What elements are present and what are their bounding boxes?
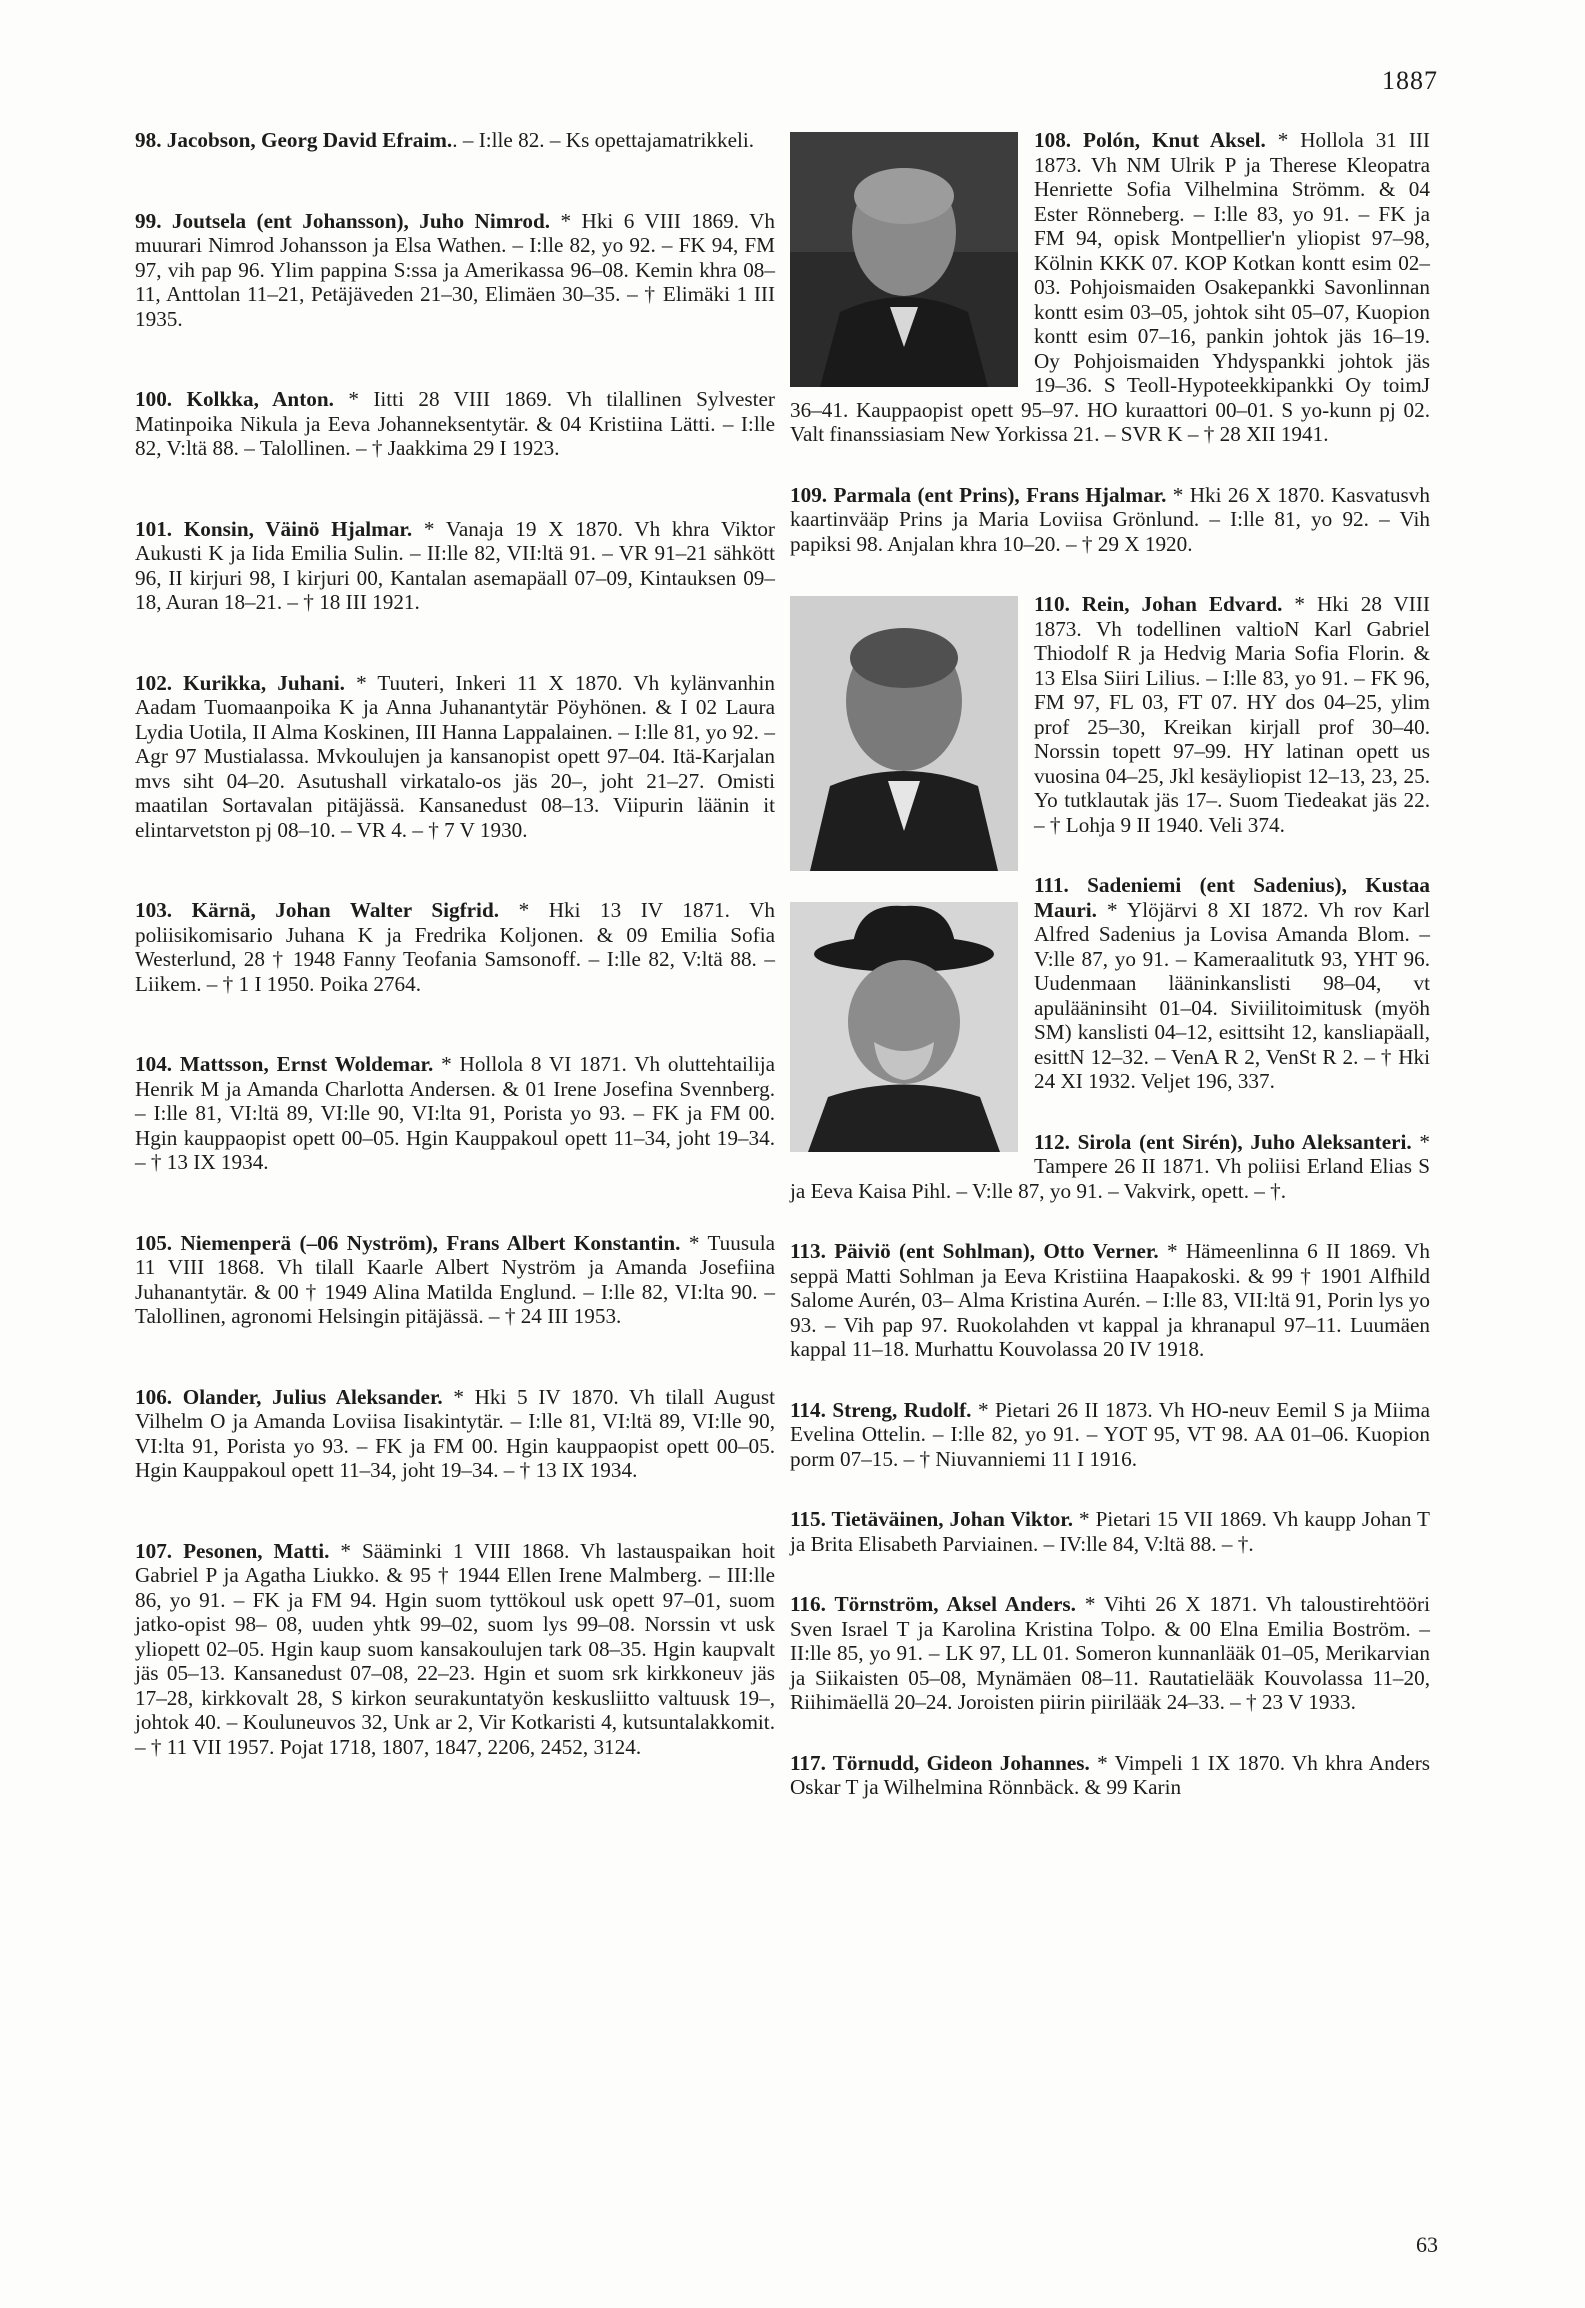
portrait-photo-icon [790, 902, 1018, 1152]
entry-102 [135, 671, 775, 843]
entry-100 [135, 387, 775, 461]
entry-105 [135, 1231, 775, 1329]
entry-body: * Hämeenlinna 6 II 1869. Vh seppä Matti Sohlman ja Eeva Kristiina Haapakoski. & 99 † 1901 Alfhild Salome Aurén, 03– Alma Kristina Aurén. – I:lle 83, VII:ltä 91, Porin lys yo 93. – Vih pap 97. Ruokolahden vt kappal ja khranapul 97–11. Luumäen kappal 11–18. Murhattu Kouvolassa 20 IV 1918. [790, 1239, 1430, 1361]
entry-heading: 103. Kärnä, Johan Walter Sigfrid. [135, 898, 500, 922]
entry-heading: 102. Kurikka, Juhani. [135, 670, 345, 695]
entry-heading: 108. Polón, Knut Aksel. [1034, 128, 1266, 152]
entry-106 [135, 1385, 775, 1483]
portrait-photo-rein [790, 596, 1018, 871]
entry-body: . – I:lle 82. – Ks opettajamatrikkeli. [452, 128, 755, 152]
entry-body: * Vimpeli 1 IX 1870. Vh khra Anders Oskar T ja Wilhelmina Rönnbäck. & 99 Karin [790, 1750, 1430, 1799]
entry-body: * Hki 26 X 1870. Kasvatusvh kaartinvääp Prins ja Maria Loviisa Grönlund. – I:lle 81, yo 92. – Vih papiksi 98. Anjalan khra 10–20. – † 29 X 1920. [790, 482, 1430, 556]
entry-body: * Vanaja 19 X 1870. Vh khra Viktor Aukusti K ja Iida Emilia Sulin. – II:lle 82, VII:ltä 91. – VR 91–21 sähkött 96, II kirjuri 98, I kirjuri 00, Kantalan asemapäall 07–09, Kintauksen 09–18, Auran 18–21. – † 18 III 1921. [135, 516, 775, 614]
entry-108 [790, 128, 1430, 447]
entry-heading: 117. Törnudd, Gideon Johannes. [790, 1750, 1090, 1775]
entry-heading: 112. Sirola (ent Sirén), Juho Aleksanteri. [1034, 1129, 1412, 1154]
entry-heading: 100. Kolkka, Anton. [135, 387, 334, 411]
portrait-photo-icon [790, 132, 1018, 387]
right-column [790, 128, 1430, 1800]
entry-body: * Sääminki 1 VIII 1868. Vh lastauspaikan hoit Gabriel P ja Agatha Liukko. & 95 † 1944 Ellen Irene Malmberg. – III:lle 86, yo 91. – FK ja FM 94. Hgin suom tyttökoul usk opett 97–01, suom jatko-opist 98– 08, uuden yhtk 99–02, suom lys 99–08. Norssin vt usk yliopett 02–05. Hgin kaup suom kansakoulujen tark 08–35. Hgin kaupvalt jäs 05–13. Kansanedust 07–08, 22–23. Hgin et suom srk kirkkoneuv jäs 17–28, kirkkovalt 28, S kirkon seurakuntatyön keskusliitto valtuusk 19–, johtok 40. – Kouluneuvos 32, Unk ar 2, Vir Kotkaristi 4, kutsuntalakkomit. – † 11 VII 1957. Pojat 1718, 1807, 1847, 2206, 2452, 3124. [135, 1538, 775, 1759]
entry-heading: 99. Joutsela (ent Johansson), Juho Nimrod. [135, 208, 551, 233]
entry-body: * Iitti 28 VIII 1869. Vh tilallinen Sylvester Matinpoika Nikula ja Eeva Johanneksentytär. & 04 Kristiina Lätti. – I:lle 82, V:ltä 88. – Talollinen. – † Jaakkima 29 I 1923. [135, 387, 775, 460]
entry-body: * Hollola 8 VI 1871. Vh oluttehtailija Henrik M ja Amanda Charlotta Andersen. & 01 Irene Josefina Svennberg. – I:lle 81, VI:ltä 89, VI:lle 90, VI:lta 91, Porista yo 93. – FK ja FM 00. Hgin kauppaopist opett 00–05. Hgin Kauppakoul opett 11–34, joht 19–34. – † 13 IX 1934. [135, 1052, 775, 1174]
entry-body: * Hki 6 VIII 1869. Vh muurari Nimrod Johansson ja Elsa Wathen. – I:lle 82, yo 92. – FK 94, FM 97, vih pap 96. Ylim pappina S:ssa ja Amerikassa 96–08. Kemin khra 08–11, Anttolan 11–21, Petäjäveden 21–30, Elimäen 30–35. – † Elimäki 1 III 1935. [135, 208, 775, 331]
entry-103 [135, 898, 775, 996]
entry-body: * Hki 28 VIII 1873. Vh todellinen valtioN Karl Gabriel Thiodolf R ja Hedvig Maria Sofia Florin. & 13 Elsa Siiri Lilius. – I:lle 83, yo 91. – FK 96, FM 97, FL 03, FT 07. HY dos 04–25, ylim prof 25–30, Kreikan kirjall prof 30–40. Norssin topett 97–99. HY latinan opett us vuosina 04–25, Jkl kesäyliopist 12–13, 23, 25. Yo tutklautak jäs 17–. Suom Tiedeakat jäs 22. – † Lohja 9 II 1940. Veli 374. [1034, 592, 1430, 837]
entry-body: * Hki 13 IV 1871. Vh poliisikomisario Juhana K ja Fredrika Koljonen. & 09 Emilia Sofia Westerlund, 28 † 1948 Fanny Teofania Samsonoff. – I:lle 82, V:ltä 88. – Liikem. – † 1 I 1950. Poika 2764. [135, 898, 775, 996]
entry-101 [135, 517, 775, 615]
entry-body: * Tuuteri, Inkeri 11 X 1870. Vh kylänvanhin Aadam Tuomaanpoika K ja Anna Juhanantytär Pöyhönen. & I 02 Laura Lydia Uotila, II Alma Koskinen, III Hanna Lappalainen. – I:lle 81, yo 92. – Agr 97 Mustialassa. Mvkoulujen ja kansanopist opett 97–04. Itä-Karjalan mvs siht 04–20. Asutushall virkatalo-os jäs 20–, joht 21–27. Omisti maatilan Sortavalan pitäjässä. Kansanedust 08–13. Viipurin läänin it elintarvetston pj 08–10. – VR 4. – † 7 V 1930. [135, 670, 775, 842]
entry-heading: 105. Niemenperä (–06 Nyström), Frans Albert Konstantin. [135, 1230, 681, 1255]
entry-body: * Vihti 26 X 1871. Vh taloustirehtööri Sven Israel T ja Karolina Kristina Tolpo. & 00 Elna Emilia Boström. – II:lle 85, yo 91. – LK 97, LL 01. Someron kunnanlääk 01–05, Merikarvian ja Siikaisten 05–08, Mynämäen 08–11. Rautatielääk Kouvolassa 11–20, Riihimäellä 20–24. Joroisten piirin piirilääk 24–33. – † 23 V 1933. [790, 1592, 1431, 1714]
entry-body: * Pietari 26 II 1873. Vh HO-neuv Eemil S ja Miima Evelina Ottelin. – I:lle 82, yo 91. – YOT 95, VT 98. AA 01–06. Kuopion porm 07–15. – † Niuvanniemi 11 I 1916. [790, 1397, 1430, 1471]
entry-body: * Hollola 31 III 1873. Vh NM Ulrik P ja Therese Kleopatra Henriette Sofia Vilhelmina Strömm. & 04 Ester Rönneberg. – I:lle 83, yo 91. – FK ja FM 94, opisk Montpellier'n yliopist 97–98, Kölnin KKK 07. KOP Kotkan kontt esim 02–03. Pohjoismaiden Osakepankki Savonlinnan kontt esim 03–05, johtok siht 05–07, Kuopion kontt esim 07–16, pankin johtok jäs 16–19. Oy Pohjoismaiden Yhdyspankki johtok jäs 19–36. S Teoll-Hypoteekkipankki Oy toimJ 36–41. Kauppaopist opett 95–97. HO kuraattori 00–01. S yo-kunn pj 02. Valt finanssiasiam New Yorkissa 21. – SVR K – † 28 XII 1941. [790, 128, 1430, 446]
entry-heading: 116. Törnström, Aksel Anders. [790, 1592, 1076, 1616]
portrait-photo-icon [790, 596, 1018, 871]
entry-heading: 98. Jacobson, Georg David Efraim. [135, 128, 453, 152]
entry-heading: 101. Konsin, Väinö Hjalmar. [135, 516, 413, 541]
entry-heading: 107. Pesonen, Matti. [135, 1538, 330, 1563]
entry-heading: 114. Streng, Rudolf. [790, 1397, 972, 1422]
entry-heading: 111. Sadeniemi (ent Sadenius), Kustaa Mauri. [1034, 873, 1430, 922]
entry-111 [790, 873, 1430, 1094]
entry-heading: 113. Päiviö (ent Sohlman), Otto Verner. [790, 1239, 1159, 1263]
entry-heading: 115. Tietäväinen, Johan Viktor. [790, 1507, 1074, 1531]
entry-104 [135, 1052, 775, 1175]
page-number-top: 1887 [1382, 66, 1438, 95]
page-number-bottom: 63 [1416, 2232, 1438, 2257]
entry-body: * Tuusula 11 VIII 1868. Vh tilall Kaarle Albert Nyström ja Amanda Josefiina Juhanantytär. & 00 † 1949 Alina Matilda Englund. – I:lle 82, VI:lta 90. – Talollinen, agronomi Helsingin pitäjässä. – † 24 III 1953. [135, 1230, 775, 1328]
entry-107 [135, 1539, 775, 1760]
portrait-photo-sadeniemi [790, 902, 1018, 1152]
left-column [135, 128, 775, 1759]
entry-109 [790, 483, 1430, 557]
entry-heading: 110. Rein, Johan Edvard. [1034, 592, 1283, 616]
entry-113 [790, 1239, 1430, 1362]
entry-body: * Pietari 15 VII 1869. Vh kaupp Johan T ja Brita Elisabeth Parviainen. – IV:lle 84, V:ltä 88. – †. [790, 1507, 1430, 1556]
entry-115 [790, 1507, 1430, 1556]
entry-98 [135, 128, 775, 153]
entry-heading: 109. Parmala (ent Prins), Frans Hjalmar. [790, 482, 1167, 507]
entry-117 [790, 1751, 1430, 1800]
entry-heading: 106. Olander, Julius Aleksander. [135, 1384, 443, 1409]
entry-body: * Tampere 26 II 1871. Vh poliisi Erland Elias S ja Eeva Kaisa Pihl. – V:lle 87, yo 91. – Vakvirk, opett. – †. [790, 1129, 1431, 1203]
entry-body: * Hki 5 IV 1870. Vh tilall August Vilhelm O ja Amanda Loviisa Iisakintytär. – I:lle 81, VI:ltä 89, VI:lle 90, VI:lta 91, Porista yo 93. – FK ja FM 00. Hgin kauppaopist opett 00–05. Hgin Kauppakoul opett 11–34, joht 19–34. – † 13 IX 1934. [135, 1384, 775, 1482]
portrait-photo-polon [790, 132, 1018, 387]
entry-body: * Ylöjärvi 8 XI 1872. Vh rov Karl Alfred Sadenius ja Lovisa Amanda Blom. – V:lle 87, yo 91. – Kameraalitutk 93, YHT 96. Uudenmaan lääninkanslisti 98–04, vt apulääninsiht 01–04. Siviilitoimitusk (myöh SM) kanslisti 04–12, esittsiht 12, kansliapäall, esittN 12–32. – VenA R 2, VenSt R 2. – † Hki 24 XI 1932. Veljet 196, 337. [1034, 897, 1430, 1093]
entry-110 [790, 592, 1430, 837]
entry-116 [790, 1592, 1430, 1715]
entry-114 [790, 1398, 1430, 1472]
entry-99 [135, 209, 775, 332]
entry-heading: 104. Mattsson, Ernst Woldemar. [135, 1052, 434, 1076]
